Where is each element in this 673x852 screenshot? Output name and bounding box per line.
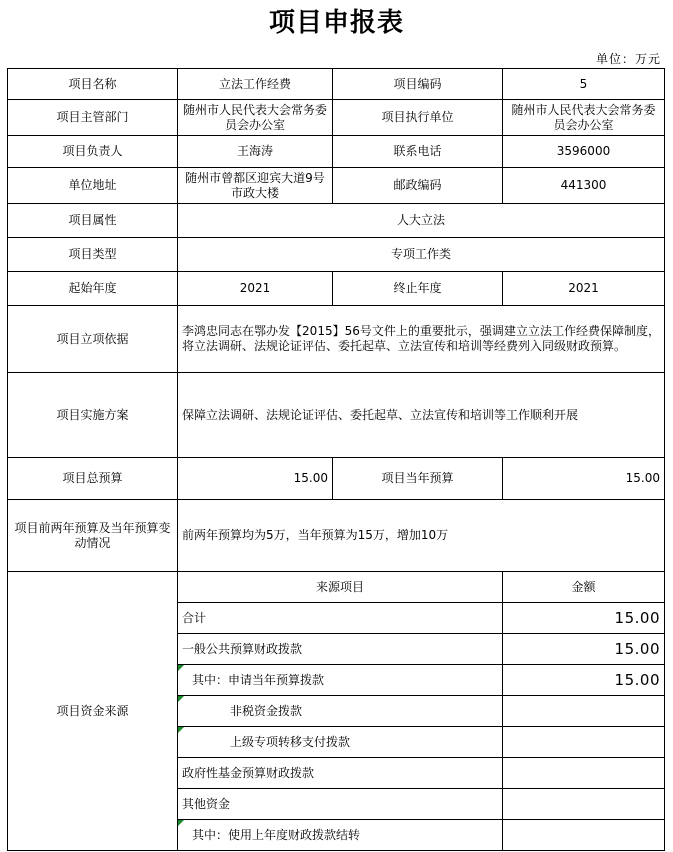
year-label: 项目当年预算: [333, 458, 503, 500]
row-address: [8, 168, 665, 204]
fund-item-amount: [503, 820, 665, 851]
fund-item-amount: 15.00: [503, 603, 665, 634]
fund-header-row: [8, 572, 665, 603]
phone-label: 联系电话: [333, 136, 503, 168]
exec-value: 随州市人民代表大会常务委员会办公室: [503, 100, 665, 136]
attr-value: 人大立法: [178, 204, 665, 238]
row-type: [8, 238, 665, 272]
row-project-name: [8, 69, 665, 100]
total-value: 15.00: [178, 458, 333, 500]
row-basis: [8, 306, 665, 373]
name-value: 立法工作经费: [178, 69, 333, 100]
fund-item-amount: 15.00: [503, 665, 665, 696]
basis-label: 项目立项依据: [8, 306, 178, 373]
attr-label: 项目属性: [8, 204, 178, 238]
project-application-table: [7, 68, 665, 851]
fund-item-label: 政府性基金预算财政拨款: [178, 758, 503, 789]
addr-value: 随州市曾都区迎宾大道9号市政大楼: [178, 168, 333, 204]
fund-item-amount: [503, 696, 665, 727]
phone-value: 3596000: [503, 136, 665, 168]
start-value: 2021: [178, 272, 333, 306]
row-change: [8, 500, 665, 572]
page-title: 项目申报表: [268, 8, 404, 38]
plan-value: 保障立法调研、法规论证评估、委托起草、立法宣传和培训等工作顺利开展: [178, 373, 665, 458]
change-label: 项目前两年预算及当年预算变动情况: [8, 500, 178, 572]
fund-item-label: 其中：使用上年度财政拨款结转: [178, 820, 503, 851]
fund-item-label: 合计: [178, 603, 503, 634]
exec-label: 项目执行单位: [333, 100, 503, 136]
fund-header-amount: 金额: [503, 572, 665, 603]
row-department: [8, 100, 665, 136]
start-label: 起始年度: [8, 272, 178, 306]
total-label: 项目总预算: [8, 458, 178, 500]
fund-item-label: 其他资金: [178, 789, 503, 820]
end-label: 终止年度: [333, 272, 503, 306]
fund-item-amount: [503, 727, 665, 758]
basis-value: 李鸿忠同志在鄂办发【2015】56号文件上的重要批示，强调建立立法工作经费保障制度，将立法调研、法规论证评估、委托起草、立法宣传和培训等经费列入同级财政预算。: [178, 306, 665, 373]
row-attribute: [8, 204, 665, 238]
row-years: [8, 272, 665, 306]
year-value: 15.00: [503, 458, 665, 500]
post-label: 邮政编码: [333, 168, 503, 204]
fund-item-label: 非税资金拨款: [178, 696, 503, 727]
addr-label: 单位地址: [8, 168, 178, 204]
fund-item-label: 一般公共预算财政拨款: [178, 634, 503, 665]
owner-value: 王海涛: [178, 136, 333, 168]
code-label: 项目编码: [333, 69, 503, 100]
type-label: 项目类型: [8, 238, 178, 272]
end-value: 2021: [503, 272, 665, 306]
plan-label: 项目实施方案: [8, 373, 178, 458]
post-value: 441300: [503, 168, 665, 204]
name-label: 项目名称: [8, 69, 178, 100]
row-owner: [8, 136, 665, 168]
change-value: 前两年预算均为5万，当年预算为15万，增加10万: [178, 500, 665, 572]
unit-label: 单位：万元: [595, 52, 661, 66]
row-budget: [8, 458, 665, 500]
fund-label: 项目资金来源: [8, 572, 178, 851]
fund-item-label: 上级专项转移支付拨款: [178, 727, 503, 758]
fund-item-amount: 15.00: [503, 634, 665, 665]
fund-header-source: 来源项目: [178, 572, 503, 603]
type-value: 专项工作类: [178, 238, 665, 272]
row-plan: [8, 373, 665, 458]
dept-label: 项目主管部门: [8, 100, 178, 136]
fund-item-amount: [503, 758, 665, 789]
code-value: 5: [503, 69, 665, 100]
fund-item-label: 其中：申请当年预算拨款: [178, 665, 503, 696]
dept-value: 随州市人民代表大会常务委员会办公室: [178, 100, 333, 136]
owner-label: 项目负责人: [8, 136, 178, 168]
fund-item-amount: [503, 789, 665, 820]
